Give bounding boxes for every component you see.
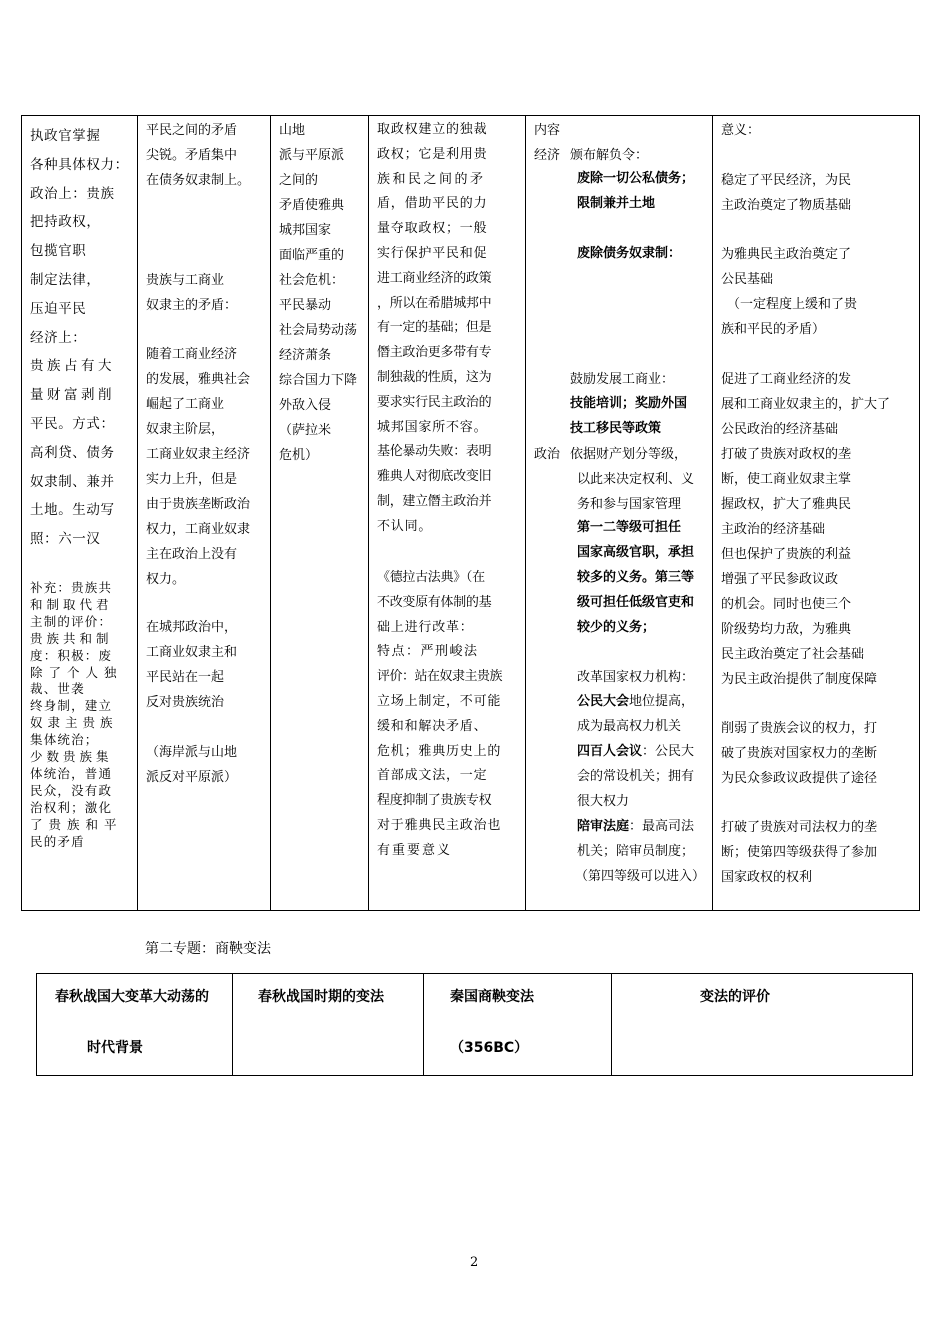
col6-line: 但也保护了贵族的利益: [721, 547, 852, 562]
col6-group-2: [721, 242, 857, 342]
col4-line: 雅典人对彻底改变旧: [377, 469, 492, 485]
table1-col2-d: [146, 615, 268, 715]
table1-col-divider: [137, 115, 138, 911]
col2-line: 反对贵族统治: [146, 695, 225, 710]
col5-line: [577, 739, 705, 764]
col4-line: 首部成文法，一定: [377, 768, 488, 784]
col1-line: 贵族共和制: [30, 630, 113, 646]
col1-line: 奴隶主贵族: [30, 715, 118, 731]
table1-col4: [377, 118, 524, 540]
col1-line: 治权利；激化: [30, 799, 113, 815]
table2-col-divider: [232, 973, 233, 1076]
page-number: 2: [470, 1255, 479, 1270]
table1-top-border: [21, 115, 920, 116]
table1-col4-b: [377, 566, 547, 864]
col1-line: 裁、世袭: [30, 681, 85, 697]
col6-line: 展和工商业奴隶主的，扩大了: [721, 397, 891, 412]
section-title: 第二专题：商鞅变法: [145, 941, 271, 957]
table2-header-evaluation: 变法的评价: [700, 989, 770, 1005]
col1-line: 除了个人独: [30, 664, 123, 680]
col4-line: 缓和和解决矛盾、: [377, 718, 488, 734]
col5-line: 务和参与国家管理: [577, 497, 682, 512]
col1-line: 量财富剥削: [30, 387, 115, 404]
table1-col1: [30, 122, 134, 554]
col4-line: 盾，借助平民的力: [377, 196, 488, 212]
col4-line: 特点：严刑峻法: [377, 644, 479, 660]
col1-line: 政治上：贵族: [30, 185, 115, 202]
col3-line: 综合国力下降: [279, 373, 358, 388]
col2-line: 尖锐。矛盾集中: [146, 148, 238, 163]
col4-line: 族和民之间的矛: [377, 171, 486, 187]
col3-line: 经济萧条: [279, 348, 332, 363]
col6-line: 为民众参政议政提供了途径: [721, 771, 878, 786]
col1-line: 少数贵族集: [30, 749, 113, 765]
col2-line: 在城邦政治中，: [146, 620, 238, 635]
assembly-text: 地位提高，: [629, 694, 695, 709]
col5-econ-b2: 废除债务奴隶制：: [577, 246, 682, 261]
col2-line: 平民之间的矛盾: [146, 123, 238, 138]
col1-line: 经济上：: [30, 329, 87, 346]
col4-line: 危机；雅典历史上的: [377, 743, 502, 759]
col4-line: 程度抑制了贵族专权: [377, 793, 492, 809]
col2-line: 由于贵族垄断政治: [146, 497, 251, 512]
col6-line: 增强了平民参政议政: [721, 572, 839, 587]
col2-line: 实力上升，但是: [146, 472, 238, 487]
col6-group-5: [721, 815, 877, 890]
col6-line: 促进了工商业经济的发: [721, 372, 852, 387]
col6-line: 公民政治的经济基础: [721, 422, 839, 437]
council-label: 四百人会议: [577, 744, 643, 759]
col3-line: 城邦国家: [279, 223, 332, 238]
col6-line: 打破了贵族对政权的垄: [721, 447, 852, 462]
col5-line: 国家高级官职，承担: [577, 545, 695, 560]
col6-line: （一定程度上缓和了贵: [727, 297, 858, 312]
table1-col2-c: [146, 342, 268, 592]
col4-line: 《德拉古法典》（在: [377, 570, 485, 585]
col3-line: 平民暴动: [279, 298, 332, 313]
table1-left-border: [21, 115, 22, 911]
col1-line: 补充：贵族共: [30, 580, 113, 595]
col5-pol-label: 政治: [534, 447, 561, 462]
col6-line: 国家政权的权利: [721, 870, 813, 885]
col4-line: 础上进行改革：: [377, 619, 474, 635]
col4-line: 要求实行民主政治的: [377, 394, 492, 410]
col6-line: 打破了贵族对司法权力的垄: [721, 820, 878, 835]
col5-line: 成为最高权力机关: [577, 719, 682, 734]
col5-line: 较多的义务。第三等: [577, 570, 695, 585]
col4-line: 对于雅典民主政治也: [377, 817, 502, 833]
col1-line: 体统治，普通: [30, 765, 113, 781]
col4-line: 实行保护平民和促: [377, 245, 488, 261]
col4-line: 量夺取政权；一般: [377, 221, 488, 237]
col2-line: 崛起了工商业: [146, 397, 225, 412]
col2-line: 派反对平原派）: [146, 770, 238, 785]
col2-line: 奴隶主阶层，: [146, 422, 225, 437]
col1-line: 度：积极：废: [30, 647, 113, 663]
col6-line: 断；使第四等级获得了参加: [721, 845, 878, 860]
col5-line: 限制兼并土地: [577, 196, 656, 211]
col2-line: 权力。: [146, 572, 186, 587]
col4-line: 评价：站在奴隶主贵族: [377, 669, 503, 685]
col4-line: 不认同。: [377, 518, 433, 534]
col1-line: 和制取代君: [30, 596, 113, 612]
col4-line: 进工商业经济的政策: [377, 270, 492, 286]
table2-col-divider: [423, 973, 424, 1076]
col6-line: 的机会。同时也使三个: [721, 597, 852, 612]
col4-line: ，所以在希腊城邦中: [377, 295, 492, 311]
col5-line: 依据财产划分等级，: [570, 447, 688, 462]
col6-line: 族和平民的矛盾）: [721, 322, 826, 337]
col1-line: 高利贷、债务: [30, 444, 115, 461]
col3-line: 外敌入侵: [279, 398, 332, 413]
col5-com-bold: [570, 391, 687, 441]
table2-header-reforms: 春秋战国时期的变法: [258, 989, 384, 1005]
table2-header-shang-yang-year: （356BC）: [450, 1040, 529, 1056]
col2-line: 在债务奴隶制上。: [146, 173, 251, 188]
col1-line: 贵族占有大: [30, 358, 115, 375]
col5-reform-items: [577, 689, 705, 889]
col2-line: 贵族与工商业: [146, 273, 225, 288]
col5-line: [577, 814, 705, 839]
col6-line: 为雅典民主政治奠定了: [721, 247, 852, 262]
col2-line: 随着工商业经济: [146, 347, 238, 362]
col5-line: 第一二等级可担任: [577, 520, 682, 535]
col5-line: 会的常设机关；拥有: [577, 769, 695, 784]
col5-line: [577, 689, 705, 714]
table2-header-background: 春秋战国大变革大动荡的: [55, 989, 209, 1005]
col1-line: 压迫平民: [30, 300, 87, 317]
col6-group-3: [721, 367, 890, 692]
col5-reform-title: 改革国家权力机构：: [577, 670, 695, 685]
council-text: ：公民大: [642, 744, 695, 759]
col2-line: 的发展，雅典社会: [146, 372, 251, 387]
col4-line: 有一定的基础；但是: [377, 320, 492, 336]
col5-econ-label: 经济: [534, 148, 561, 163]
col4-line: 不改变原有体制的基: [377, 594, 492, 610]
assembly-label: 公民大会: [577, 694, 630, 709]
table2-header-shang-yang: 秦国商鞅变法: [450, 989, 534, 1005]
col3-line: 面临严重的: [279, 248, 345, 263]
col5-line: 废除一切公私债务；: [577, 171, 695, 186]
col6-line: 稳定了平民经济，为民: [721, 173, 852, 188]
col5-pol-bold: [577, 515, 694, 640]
table2-left-border: [36, 973, 37, 1076]
col1-line: 集体统治；: [30, 732, 99, 748]
col5-line: 技工移民等政策: [570, 421, 662, 436]
col4-line: 立场上制定，不可能: [377, 693, 502, 709]
table1-col3: [279, 118, 367, 468]
col1-line: 民的矛盾: [30, 833, 85, 849]
col3-line: （萨拉米: [279, 423, 332, 438]
col3-line: 社会危机：: [279, 273, 345, 288]
col3-line: 矛盾使雅典: [279, 198, 345, 213]
col2-line: 平民站在一起: [146, 670, 225, 685]
col4-line: 基伦暴动失败：表明: [377, 444, 492, 460]
col3-line: 山地: [279, 123, 306, 138]
col1-line: 民众，没有政: [30, 782, 113, 798]
col5-header: 内容: [534, 123, 561, 138]
col6-line: 断，使工商业奴隶主掌: [721, 472, 852, 487]
col2-line: 工商业奴隶主经济: [146, 447, 251, 462]
col5-pol-lines: [570, 442, 694, 517]
col1-line: 包揽官职: [30, 243, 87, 260]
col5-com-title: 鼓励发展工商业：: [570, 372, 675, 387]
col6-header: 意义：: [721, 123, 761, 138]
col1-line: 奴隶制、兼并: [30, 473, 115, 490]
col1-line: 主制的评价：: [30, 613, 113, 629]
col6-group-4: [721, 716, 877, 791]
col1-line: 各种具体权力：: [30, 156, 129, 173]
col6-line: 削弱了贵族会议的权力，打: [721, 721, 878, 736]
col5-line: 机关；陪审员制度；: [577, 844, 695, 859]
col5-econ-title: 颁布解负令：: [570, 148, 649, 163]
col6-line: 民主政治奠定了社会基础: [721, 647, 865, 662]
col5-line: 很大权力: [577, 794, 630, 809]
col2-line: （海岸派与山地: [146, 745, 238, 760]
col5-line: 技能培训；奖励外国: [570, 396, 688, 411]
col3-line: 社会局势动荡: [279, 323, 358, 338]
table1-col-divider: [712, 115, 713, 911]
table1-col2-b: [146, 268, 268, 318]
table1-bottom-border: [21, 910, 920, 911]
col6-line: 主政治奠定了物质基础: [721, 198, 852, 213]
col5-line: 较少的义务；: [577, 620, 656, 635]
col1-line: 照：六一汉: [30, 531, 101, 548]
col3-line: 危机）: [279, 448, 319, 463]
col1-line: 制定法律，: [30, 271, 101, 288]
col5-line: 级可担任低级官吏和: [577, 595, 695, 610]
col4-line: 制独裁的性质，这为: [377, 369, 492, 385]
col5-line: 以此来决定权利、义: [577, 472, 695, 487]
col1-line: 执政官掌握: [30, 128, 101, 144]
col6-line: 主政治的经济基础: [721, 522, 826, 537]
table1-col2-e: [146, 740, 268, 790]
col1-line: 土地。生动写: [30, 502, 115, 519]
col6-line: 阶级势均力敌，为雅典: [721, 622, 852, 637]
col1-line: 把持政权，: [30, 214, 101, 231]
table2-bottom-border: [36, 1075, 913, 1076]
table2-top-border: [36, 973, 913, 974]
col6-line: 为民主政治提供了制度保障: [721, 672, 878, 687]
col4-line: 有重要意义: [377, 842, 453, 858]
table1-col1-supplement: [30, 580, 134, 851]
col6-group-1: [721, 168, 851, 218]
col5-line: （第四等级可以进入）: [575, 869, 706, 884]
col2-line: 权力，工商业奴隶: [146, 522, 251, 537]
table1-col-divider: [270, 115, 271, 911]
col2-line: 主在政治上没有: [146, 547, 238, 562]
col1-line: 了贵族和平: [30, 816, 123, 832]
table1-right-border: [919, 115, 920, 911]
col6-line: 握政权，扩大了雅典民: [721, 497, 852, 512]
col6-line: 破了贵族对国家权力的垄断: [721, 746, 878, 761]
table1-col-divider: [368, 115, 369, 911]
table2-header-background-line2: 时代背景: [87, 1040, 143, 1056]
col2-line: 工商业奴隶主和: [146, 645, 238, 660]
table1-col2: [146, 118, 268, 193]
table2-right-border: [912, 973, 913, 1076]
col4-line: 制，建立僭主政治并: [377, 493, 492, 509]
col3-line: 派与平原派: [279, 148, 345, 163]
col1-line: 终身制，建立: [30, 698, 113, 714]
col3-line: 之间的: [279, 173, 319, 188]
col4-line: 僭主政治更多带有专: [377, 345, 492, 361]
court-label: 陪审法庭: [577, 819, 630, 834]
col1-line: 平民。方式：: [30, 415, 115, 432]
court-text: ：最高司法: [629, 819, 695, 834]
table2-col-divider: [611, 973, 612, 1076]
col2-line: 奴隶主的矛盾：: [146, 298, 238, 313]
col4-line: 城邦国家所不容。: [377, 419, 488, 435]
col4-line: 取政权建立的独裁: [377, 122, 488, 137]
col6-line: 公民基础: [721, 272, 774, 287]
col5-econ-bold: [577, 166, 694, 216]
col4-line: 政权；它是利用贵: [377, 146, 488, 162]
